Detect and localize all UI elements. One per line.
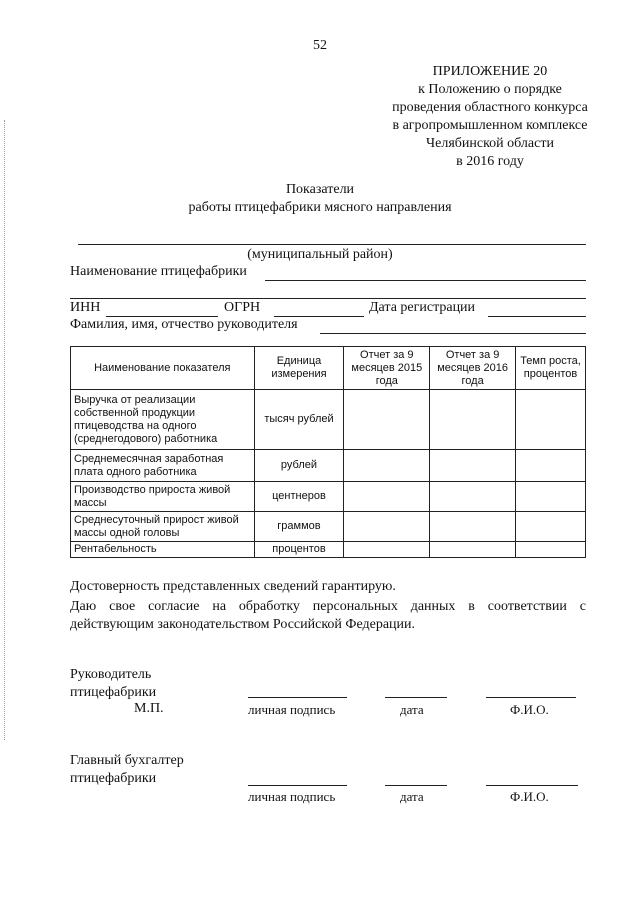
director-title-line-1: Руководитель xyxy=(70,667,152,682)
accountant-signature-line[interactable] xyxy=(248,785,347,786)
consent-statement: Даю свое согласие на обработку персональных данных в соответствии с действующим законодательством Российской Федерации. xyxy=(70,599,586,632)
indicator-unit: процентов xyxy=(254,542,344,558)
growth-rate-cell[interactable] xyxy=(516,482,586,512)
table-row xyxy=(71,482,586,512)
appendix-header xyxy=(340,63,640,171)
indicator-unit: рублей xyxy=(254,450,344,482)
document-title xyxy=(0,181,640,217)
value-2016-cell[interactable] xyxy=(430,390,516,450)
value-2015-cell[interactable] xyxy=(344,542,430,558)
table-row xyxy=(71,512,586,542)
value-2016-cell[interactable] xyxy=(430,542,516,558)
district-field-line[interactable] xyxy=(78,244,586,245)
director-fio-line[interactable] xyxy=(486,697,576,698)
value-2016-cell[interactable] xyxy=(430,512,516,542)
indicator-unit: центнеров xyxy=(254,482,344,512)
indicators-table xyxy=(70,346,586,558)
growth-rate-cell[interactable] xyxy=(516,390,586,450)
guarantee-statement: Достоверность представленных сведений гарантирую. xyxy=(70,579,396,594)
header-report-2016: Отчет за 9 месяцев 2016 года xyxy=(430,347,516,390)
director-title-line-2: птицефабрики xyxy=(70,685,157,700)
table-header-row xyxy=(71,347,586,390)
appendix-line: проведения областного конкурса xyxy=(392,100,588,115)
header-unit: Единица измерения xyxy=(254,347,344,390)
accountant-fio-caption: Ф.И.О. xyxy=(510,789,549,804)
accountant-date-line[interactable] xyxy=(385,785,447,786)
appendix-line: в агропромышленном комплексе xyxy=(392,118,588,133)
value-2015-cell[interactable] xyxy=(344,512,430,542)
director-date-line[interactable] xyxy=(385,697,447,698)
registration-date-label: Дата регистрации xyxy=(369,300,476,315)
header-growth-rate: Темп роста, процентов xyxy=(516,347,586,390)
poultry-name-field[interactable] xyxy=(265,280,586,281)
title-line-2: работы птицефабрики мясного направления xyxy=(188,200,452,215)
growth-rate-cell[interactable] xyxy=(516,450,586,482)
stamp-label: М.П. xyxy=(134,701,164,716)
indicator-name: Рентабельность xyxy=(71,542,255,558)
table-row xyxy=(71,542,586,558)
director-signature-caption: личная подпись xyxy=(248,702,336,717)
indicator-name: Среднесуточный прирост живой массы одной головы xyxy=(71,512,255,542)
accountant-signature-caption: личная подпись xyxy=(248,789,336,804)
growth-rate-cell[interactable] xyxy=(516,512,586,542)
indicator-unit: граммов xyxy=(254,512,344,542)
header-indicator-name: Наименование показателя xyxy=(71,347,255,390)
director-field[interactable] xyxy=(320,333,586,334)
value-2016-cell[interactable] xyxy=(430,482,516,512)
ogrn-label: ОГРН xyxy=(224,300,261,315)
value-2016-cell[interactable] xyxy=(430,450,516,482)
indicator-name: Производство прироста живой массы xyxy=(71,482,255,512)
indicator-name: Среднемесячная заработная плата одного работника xyxy=(71,450,255,482)
value-2015-cell[interactable] xyxy=(344,482,430,512)
table-row xyxy=(71,450,586,482)
value-2015-cell[interactable] xyxy=(344,450,430,482)
appendix-line: в 2016 году xyxy=(456,154,524,169)
accountant-fio-line[interactable] xyxy=(486,785,578,786)
registration-date-field[interactable] xyxy=(488,316,586,317)
value-2015-cell[interactable] xyxy=(344,390,430,450)
appendix-line: Челябинской области xyxy=(426,136,554,151)
accountant-title-line-2: птицефабрики xyxy=(70,771,157,786)
indicator-unit: тысяч рублей xyxy=(254,390,344,450)
poultry-name-label: Наименование птицефабрики xyxy=(70,264,247,279)
appendix-line: к Положению о порядке xyxy=(418,82,562,97)
page-number: 52 xyxy=(313,38,327,53)
director-fio-caption: Ф.И.О. xyxy=(510,702,549,717)
accountant-title-line-1: Главный бухгалтер xyxy=(70,753,184,768)
inn-label: ИНН xyxy=(70,300,101,315)
director-signature-line[interactable] xyxy=(248,697,347,698)
director-date-caption: дата xyxy=(400,702,424,717)
poultry-name-extra-line[interactable] xyxy=(70,298,586,299)
header-report-2015: Отчет за 9 месяцев 2015 года xyxy=(344,347,430,390)
director-label: Фамилия, имя, отчество руководителя xyxy=(70,317,298,332)
table-row xyxy=(71,390,586,450)
accountant-date-caption: дата xyxy=(400,789,424,804)
appendix-line: ПРИЛОЖЕНИЕ 20 xyxy=(432,64,548,79)
title-line-1: Показатели xyxy=(285,182,355,197)
indicator-name: Выручка от реализации собственной продукции птицеводства на одного (среднегодового) работника xyxy=(71,390,255,450)
growth-rate-cell[interactable] xyxy=(516,542,586,558)
district-caption: (муниципальный район) xyxy=(247,247,393,262)
